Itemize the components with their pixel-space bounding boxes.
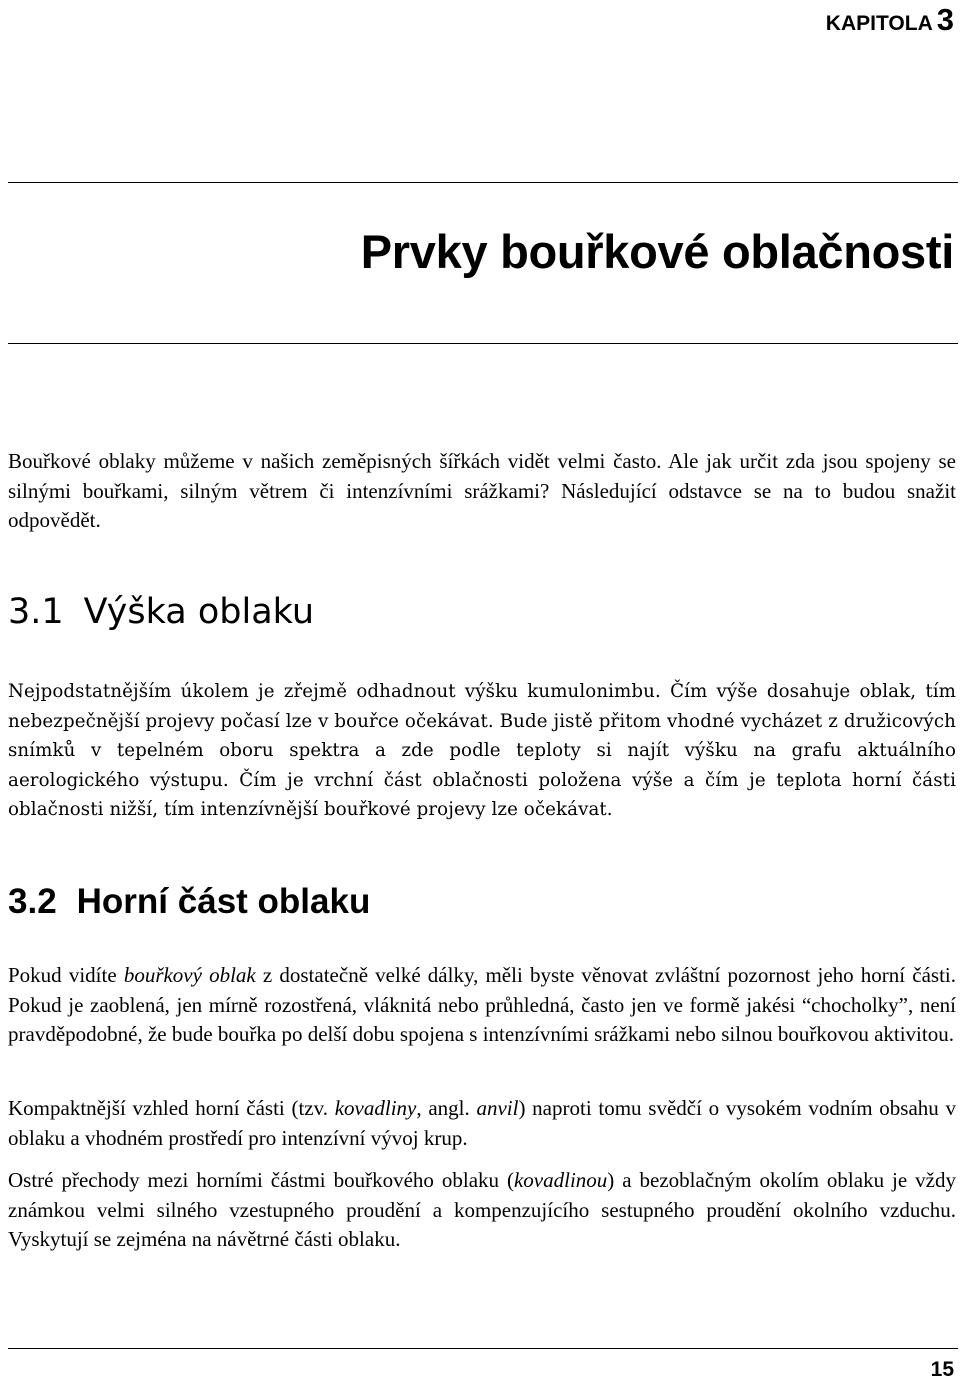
- chapter-word: KAPITOLA: [825, 12, 933, 35]
- section-number: 3.2: [8, 882, 57, 921]
- text-run: ) a bezoblačným okolím oblaku je vždy známkou velmi silného vzestupného proudění a kompenzujícího sestupného proudění okolního vzduchu. Vyskytují se zejména na návětrné části oblaku.: [8, 1168, 956, 1251]
- emphasis: kovadliny: [334, 1096, 417, 1120]
- chapter-label: [826, 2, 954, 44]
- section-3-2-paragraph-2: [8, 1094, 956, 1153]
- page-number: 15: [930, 1358, 954, 1381]
- text-run: , angl.: [416, 1096, 477, 1120]
- chapter-number: 3: [936, 2, 954, 37]
- intro-paragraph: Bouřkové oblaky můžeme v našich zeměpisných šířkách vidět velmi často. Ale jak určit zda jsou spojeny se silnými bouřkami, silným větrem či intenzívními srážkami? Následující odstavce se na to budou snažit odpovědět.: [8, 449, 956, 532]
- section-number: 3.1: [8, 592, 64, 632]
- section-3-2-paragraph-3: [8, 1166, 956, 1255]
- section-heading-3-2: [8, 879, 370, 925]
- section-3-1-paragraph: Nejpodstatnějším úkolem je zřejmě odhadnout výšku kumulonimbu. Čím výše dosahuje oblak, tím nebezpečnější projevy počasí lze v bouřce očekávat. Bude jistě přitom vhodné vycházet z družicových snímků v tepelném oboru spektra a zde podle teploty si najít výšku na grafu aktuálního aerologického výstupu. Čím je vrchní část oblačnosti položena výše a čím je teplota horní části oblačnosti nižší, tím intenzívnější bouřkové projevy lze očekávat.: [8, 681, 956, 820]
- footer-rule: [8, 1348, 958, 1349]
- chapter-title: Prvky bouřkové oblačnosti: [360, 225, 954, 278]
- text-run: Kompaktnější vzhled horní části (tzv.: [8, 1096, 335, 1120]
- title-rule: [8, 343, 958, 344]
- section-heading-3-1: [8, 589, 314, 635]
- emphasis: bouřkový oblak: [123, 963, 256, 987]
- text-run: z dostatečně velké dálky, měli byste věnovat zvláštní pozornost jeho horní části. Pokud je zaoblená, jen mírně rozostřená, vláknitá nebo průhledná, často jen ve formě jakési “chocholky”, není pravděpodobné, že bude bouřka po delší dobu spojena s intenzívními srážkami nebo silnou bouřkovou aktivitou.: [8, 963, 956, 1046]
- text-run: Pokud vidíte: [8, 963, 124, 987]
- section-3-2-paragraph-1: [8, 961, 956, 1050]
- top-rule: [8, 182, 958, 183]
- text-run: ) naproti tomu svědčí o vysokém vodním obsahu v oblaku a vhodném prostředí pro intenzívní vývoj krup.: [8, 1096, 956, 1150]
- section-title: Horní část oblaku: [76, 882, 371, 921]
- text-run: Ostré přechody mezi horními částmi bouřkového oblaku (: [8, 1168, 514, 1192]
- section-title: Výška oblaku: [83, 592, 315, 632]
- emphasis: kovadlinou: [513, 1168, 608, 1192]
- emphasis: anvil: [476, 1096, 519, 1120]
